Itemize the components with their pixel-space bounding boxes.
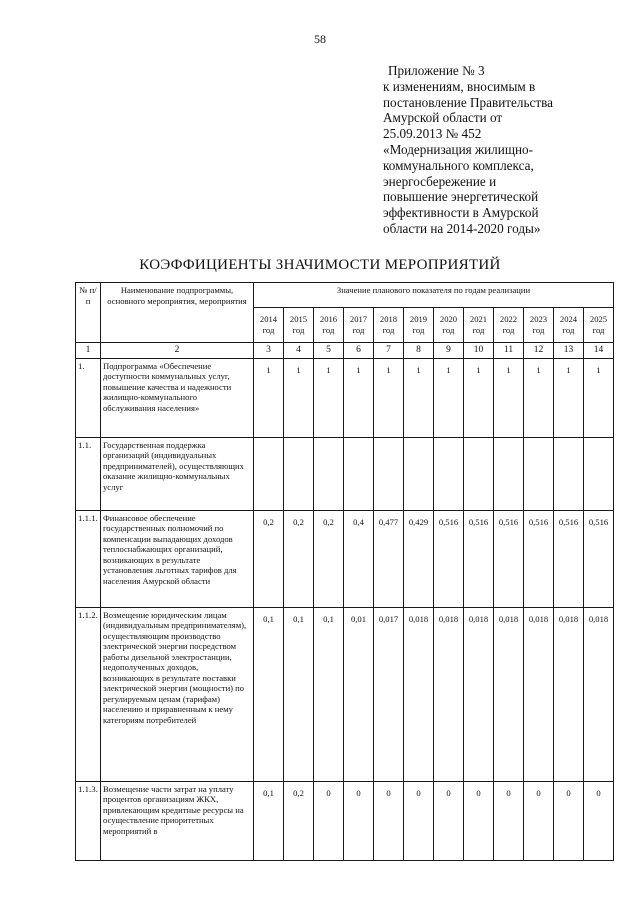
appendix-line: Приложение № 3	[388, 63, 485, 78]
row-code: 1.1.3.	[76, 781, 101, 860]
header-year: 2020 год	[434, 308, 464, 343]
value-cell: 0,516	[464, 510, 494, 607]
value-cell: 0	[404, 781, 434, 860]
value-cell: 0,018	[524, 607, 554, 781]
appendix-line: 25.09.2013 № 452	[383, 126, 482, 142]
column-number: 12	[524, 343, 554, 359]
value-cell: 1	[584, 358, 614, 437]
value-cell: 0,017	[374, 607, 404, 781]
value-cell: 0	[344, 781, 374, 860]
value-cell	[374, 437, 404, 510]
header-year: 2017 год	[344, 308, 374, 343]
value-cell: 0,018	[464, 607, 494, 781]
value-cell: 0,4	[344, 510, 374, 607]
appendix-line: повышение энергетической	[383, 189, 539, 205]
header-year: 2021 год	[464, 308, 494, 343]
column-number: 1	[76, 343, 101, 359]
value-cell: 0,516	[554, 510, 584, 607]
value-cell	[314, 437, 344, 510]
value-cell: 1	[494, 358, 524, 437]
column-number: 8	[404, 343, 434, 359]
column-number: 4	[284, 343, 314, 359]
appendix-line: эффективности в Амурской	[383, 205, 539, 221]
header-num: № п/п	[76, 283, 101, 343]
row-name: Возмещение юридическим лицам (индивидуальным предпринимателям), осуществляющим производство электрической энергии посредством работы дизельной электростанции, недополученных доходов, возникающих в результате поставки электрической энергии (мощности) по регулируемым ценам (тарифам) населению и приравненным к нему категориям потребителей	[101, 607, 254, 781]
appendix-line: энергосбережение и	[383, 173, 497, 189]
value-cell: 0	[374, 781, 404, 860]
value-cell: 0,01	[344, 607, 374, 781]
header-name: Наименование подпрограммы, основного мероприятия, мероприятия	[101, 283, 254, 343]
value-cell: 0	[464, 781, 494, 860]
value-cell	[344, 437, 374, 510]
value-cell: 1	[344, 358, 374, 437]
value-cell: 0,516	[494, 510, 524, 607]
value-cell: 0,1	[284, 607, 314, 781]
row-name: Финансовое обеспечение государственных полномочий по компенсации выпадающих доходов теплоснабжающих организаций, возникающих в результате установления льготных тарифов для населения Амурской области	[101, 510, 254, 607]
value-cell: 0,018	[584, 607, 614, 781]
value-cell: 1	[284, 358, 314, 437]
value-cell: 0,018	[434, 607, 464, 781]
column-number: 7	[374, 343, 404, 359]
value-cell: 0,429	[404, 510, 434, 607]
column-number: 13	[554, 343, 584, 359]
header-year: 2023 год	[524, 308, 554, 343]
value-cell: 0,018	[554, 607, 584, 781]
column-number: 14	[584, 343, 614, 359]
value-cell: 0,1	[254, 607, 284, 781]
document-title: КОЭФФИЦИЕНТЫ ЗНАЧИМОСТИ МЕРОПРИЯТИЙ	[139, 257, 501, 273]
value-cell: 1	[434, 358, 464, 437]
value-cell	[404, 437, 434, 510]
row-name: Государственная поддержка организаций (индивидуальных предпринимателей), осуществляющих оказание жилищно-коммунальных услуг	[101, 437, 254, 510]
value-cell: 0,1	[314, 607, 344, 781]
appendix-line: коммунального комплекса,	[383, 157, 534, 173]
row-code: 1.1.2.	[76, 607, 101, 781]
value-cell	[254, 437, 284, 510]
column-number: 10	[464, 343, 494, 359]
column-number: 2	[101, 343, 254, 359]
value-cell	[524, 437, 554, 510]
table-row	[76, 510, 614, 607]
value-cell	[434, 437, 464, 510]
value-cell: 0,516	[434, 510, 464, 607]
header-year: 2014 год	[254, 308, 284, 343]
column-number: 5	[314, 343, 344, 359]
value-cell: 0	[584, 781, 614, 860]
appendix-block	[383, 63, 598, 237]
header-year: 2015 год	[284, 308, 314, 343]
value-cell	[554, 437, 584, 510]
header-values: Значение планового показателя по годам реализации	[254, 283, 614, 308]
column-number: 3	[254, 343, 284, 359]
table-row	[76, 437, 614, 510]
value-cell: 0	[554, 781, 584, 860]
header-year: 2019 год	[404, 308, 434, 343]
value-cell: 0,018	[494, 607, 524, 781]
row-code: 1.1.	[76, 437, 101, 510]
value-cell: 0,516	[524, 510, 554, 607]
value-cell: 1	[464, 358, 494, 437]
value-cell: 1	[404, 358, 434, 437]
value-cell: 0,516	[584, 510, 614, 607]
coefficients-table	[75, 282, 614, 861]
row-code: 1.	[76, 358, 101, 437]
column-number: 6	[344, 343, 374, 359]
value-cell: 1	[524, 358, 554, 437]
header-year: 2018 год	[374, 308, 404, 343]
row-code: 1.1.1.	[76, 510, 101, 607]
value-cell	[584, 437, 614, 510]
value-cell: 0,477	[374, 510, 404, 607]
table-row	[76, 607, 614, 781]
row-name: Возмещение части затрат на уплату процентов организациям ЖКХ, привлекающим кредитные ресурсы на осуществление приоритетных мероприятий в	[101, 781, 254, 860]
appendix-line: области на 2014-2020 годы»	[383, 220, 541, 236]
value-cell: 1	[374, 358, 404, 437]
header-year: 2016 год	[314, 308, 344, 343]
page-number: 58	[314, 32, 326, 46]
value-cell: 0,2	[314, 510, 344, 607]
appendix-line: «Модернизация жилищно-	[383, 141, 534, 157]
value-cell: 0	[524, 781, 554, 860]
header-year: 2024 год	[554, 308, 584, 343]
table-row	[76, 781, 614, 860]
appendix-line: к изменениям, вносимым в	[383, 78, 536, 94]
value-cell: 1	[314, 358, 344, 437]
row-name: Подпрограмма «Обеспечение доступности коммунальных услуг, повышение качества и надежности жилищно-коммунального обслуживания населения»	[101, 358, 254, 437]
value-cell: 0,1	[254, 781, 284, 860]
value-cell	[284, 437, 314, 510]
table-row	[76, 358, 614, 437]
column-number: 11	[494, 343, 524, 359]
value-cell: 1	[554, 358, 584, 437]
value-cell	[494, 437, 524, 510]
value-cell: 1	[254, 358, 284, 437]
header-year: 2025 год	[584, 308, 614, 343]
value-cell: 0,2	[284, 510, 314, 607]
appendix-line: Амурской области от	[383, 110, 503, 126]
column-number: 9	[434, 343, 464, 359]
value-cell: 0	[494, 781, 524, 860]
value-cell: 0	[314, 781, 344, 860]
value-cell: 0,2	[254, 510, 284, 607]
value-cell: 0	[434, 781, 464, 860]
header-year: 2022 год	[494, 308, 524, 343]
value-cell: 0,2	[284, 781, 314, 860]
value-cell	[464, 437, 494, 510]
value-cell: 0,018	[404, 607, 434, 781]
appendix-line: постановление Правительства	[383, 94, 554, 110]
